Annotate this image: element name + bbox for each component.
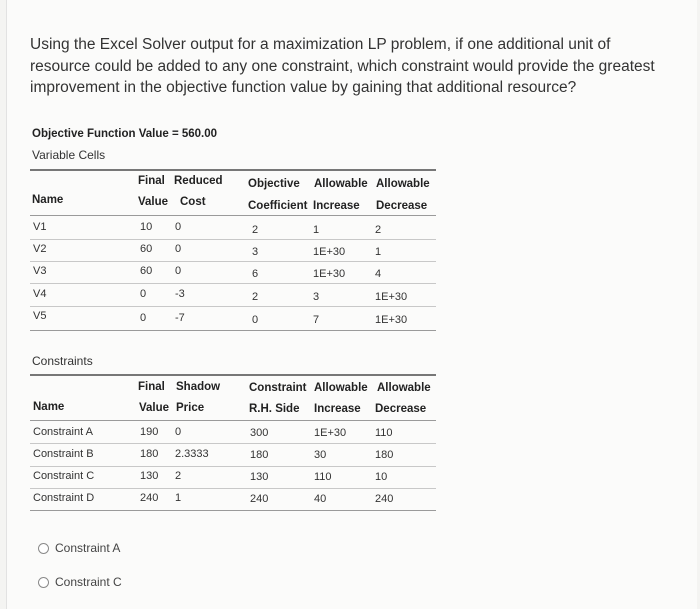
var-header-decrease-2: Decrease — [376, 200, 428, 212]
var-row-5-name: V5 — [33, 310, 47, 322]
var-row-rule — [30, 239, 436, 240]
var-row-5-final: 0 — [140, 312, 147, 324]
con-row-4-rhs: 240 — [250, 493, 269, 505]
constraint-table-top-rule — [30, 374, 436, 376]
var-row-3-final: 60 — [140, 265, 153, 277]
var-row-4-inc: 3 — [313, 291, 320, 303]
con-row-rule — [30, 488, 436, 489]
var-row-1-final: 10 — [140, 221, 153, 233]
var-row-rule — [30, 261, 436, 262]
con-header-rhs-2: R.H. Side — [249, 403, 300, 415]
con-header-increase-2: Increase — [314, 403, 361, 415]
var-row-5-inc: 7 — [313, 314, 320, 326]
objective-value-label: Objective Function Value = 560.00 — [32, 128, 218, 140]
constraint-header-rule — [30, 420, 436, 421]
var-row-1-inc: 1 — [313, 224, 320, 236]
var-row-3-dec: 4 — [375, 268, 382, 280]
con-row-3-rhs: 130 — [250, 471, 269, 483]
var-row-2-obj: 3 — [252, 246, 259, 258]
con-header-final-1: Final — [138, 381, 165, 393]
var-header-reduced-2: Cost — [180, 196, 206, 208]
con-row-1-dec: 110 — [375, 427, 393, 439]
con-header-decrease-1: Allowable — [377, 382, 431, 394]
con-header-increase-1: Allowable — [314, 382, 368, 394]
var-row-3-obj: 6 — [252, 268, 259, 280]
con-row-3-final: 130 — [140, 470, 159, 482]
con-row-2-inc: 30 — [314, 449, 327, 461]
con-row-rule — [30, 443, 436, 444]
con-row-3-dec: 10 — [375, 471, 388, 483]
radio-button-icon[interactable] — [38, 577, 49, 588]
var-row-2-dec: 1 — [375, 246, 382, 258]
con-row-2-name: Constraint B — [33, 448, 94, 460]
var-row-4-obj: 2 — [252, 291, 259, 303]
con-row-2-rhs: 180 — [250, 449, 269, 461]
var-row-1-reduced: 0 — [175, 221, 182, 233]
option-constraint-a[interactable] — [38, 541, 120, 555]
variable-cells-label: Variable Cells — [32, 148, 106, 162]
con-row-rule — [30, 466, 436, 467]
var-row-4-reduced: -3 — [175, 288, 185, 300]
var-row-2-inc: 1E+30 — [313, 246, 346, 258]
var-row-3-reduced: 0 — [175, 265, 182, 277]
var-header-final-1: Final — [138, 175, 165, 187]
var-header-increase-2: Increase — [313, 200, 360, 212]
var-row-rule — [30, 283, 436, 284]
var-row-3-name: V3 — [33, 265, 47, 277]
con-row-4-inc: 40 — [314, 493, 327, 505]
con-row-4-dec: 240 — [375, 493, 394, 505]
var-row-5-reduced: -7 — [175, 312, 185, 324]
con-header-rhs-1: Constraint — [249, 382, 307, 394]
var-header-final-2: Value — [138, 196, 169, 208]
var-row-1-name: V1 — [33, 221, 47, 233]
var-row-4-final: 0 — [140, 288, 147, 300]
con-row-3-shadow: 2 — [175, 470, 182, 482]
var-row-4-name: V4 — [33, 288, 47, 300]
con-row-3-inc: 110 — [314, 471, 332, 483]
var-row-2-name: V2 — [33, 243, 47, 255]
con-row-2-final: 180 — [140, 448, 159, 460]
var-header-reduced-1: Reduced — [174, 175, 223, 187]
con-row-1-inc: 1E+30 — [314, 427, 347, 439]
con-row-1-name: Constraint A — [33, 426, 93, 438]
option-label: Constraint A — [55, 541, 121, 555]
constraints-label: Constraints — [32, 354, 93, 368]
var-header-objective-1: Objective — [248, 178, 300, 190]
radio-button-icon[interactable] — [38, 543, 49, 554]
con-row-4-shadow: 1 — [175, 492, 182, 504]
con-header-final-2: Value — [139, 402, 170, 414]
var-row-5-obj: 0 — [252, 314, 259, 326]
con-row-2-dec: 180 — [375, 449, 394, 461]
var-header-name: Name — [32, 194, 64, 206]
variable-table-top-rule — [30, 169, 436, 171]
var-row-1-dec: 2 — [375, 224, 382, 236]
con-row-1-final: 190 — [140, 426, 159, 438]
con-header-name: Name — [33, 401, 65, 413]
var-row-3-inc: 1E+30 — [313, 268, 346, 280]
var-row-1-obj: 2 — [252, 224, 259, 236]
con-header-decrease-2: Decrease — [375, 403, 427, 415]
constraint-table-bottom-rule — [30, 510, 436, 511]
var-row-4-dec: 1E+30 — [375, 291, 408, 303]
var-row-2-reduced: 0 — [175, 243, 182, 255]
con-row-2-shadow: 2.3333 — [175, 448, 209, 460]
question-text: Using the Excel Solver output for a maximization LP problem, if one additional unit of resource could be added to any one constraint, which constraint would provide the greatest improvement in the objective function value by gaining that additional resource? — [30, 36, 655, 96]
con-row-4-name: Constraint D — [33, 492, 95, 504]
var-header-objective-2: Coefficient — [248, 200, 308, 212]
variable-table-bottom-rule — [30, 330, 436, 331]
con-row-3-name: Constraint C — [33, 470, 95, 482]
con-header-shadow-1: Shadow — [176, 381, 221, 393]
var-header-increase-1: Allowable — [314, 178, 368, 190]
con-header-shadow-2: Price — [176, 402, 205, 414]
var-header-decrease-1: Allowable — [376, 178, 430, 190]
var-row-5-dec: 1E+30 — [375, 314, 408, 326]
option-constraint-c[interactable] — [38, 575, 122, 589]
variable-header-rule — [30, 215, 436, 216]
con-row-1-rhs: 300 — [250, 427, 269, 439]
con-row-1-shadow: 0 — [175, 426, 182, 438]
var-row-rule — [30, 306, 436, 307]
con-row-4-final: 240 — [140, 492, 159, 504]
option-label: Constraint C — [55, 575, 122, 589]
var-row-2-final: 60 — [140, 243, 153, 255]
